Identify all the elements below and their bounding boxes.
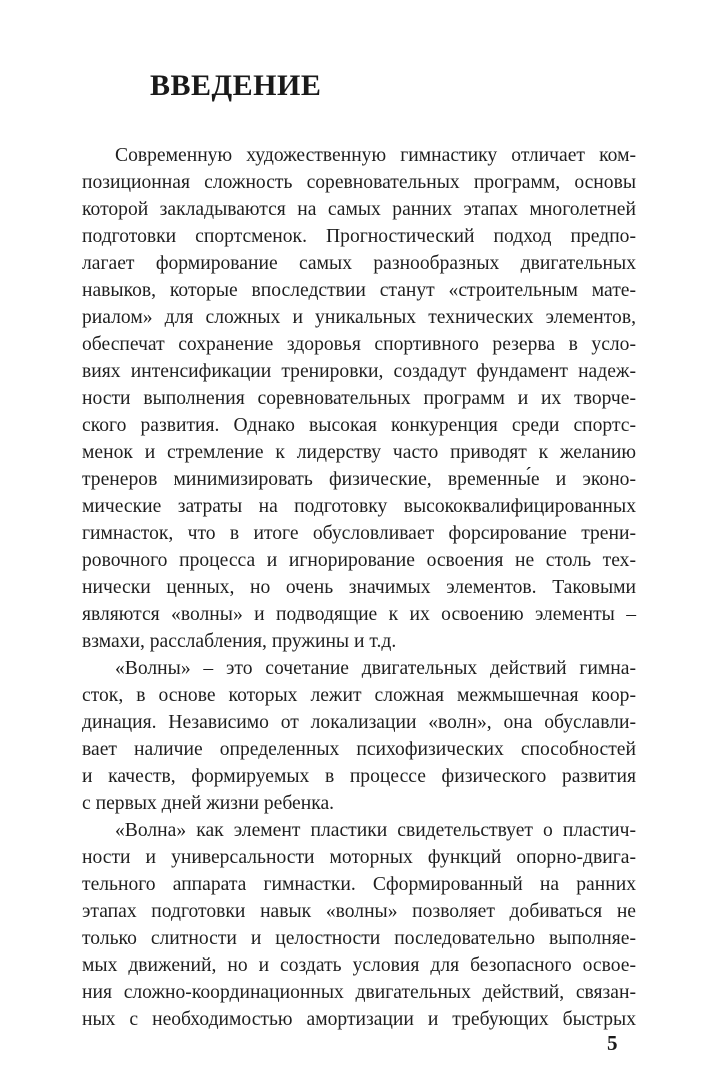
text-line: обеспечат сохранение здоровья спортивного резерва в усло- (82, 334, 636, 355)
text-line: тренеров минимизировать физические, временны́е и эконо- (82, 469, 636, 490)
text-line: только слитности и целостности последовательно выполняе- (82, 928, 636, 949)
text-line: Современную художественную гимнастику отличает ком- (115, 145, 636, 166)
page-number: 5 (607, 1031, 618, 1055)
text-line: с первых дней жизни ребенка. (82, 793, 335, 814)
text-line: которой закладываются на самых ранних этапах многолетней (82, 199, 636, 220)
text-line: «Волны» – это сочетание двигательных действий гимна- (115, 658, 636, 679)
text-line: мых движений, но и создать условия для безопасного освое- (82, 955, 636, 976)
body-text (82, 142, 636, 1033)
text-line: риалом» для сложных и уникальных технических элементов, (82, 307, 636, 328)
paragraph-3 (82, 817, 636, 1033)
text-line: «Волна» как элемент пластики свидетельствует о пластич- (115, 820, 636, 841)
text-line: вает наличие определенных психофизических способностей (82, 739, 636, 760)
text-line: тельного аппарата гимнастки. Сформированный на ранних (82, 874, 636, 895)
text-line: нически ценных, но очень значимых элементов. Таковыми (82, 577, 636, 598)
chapter-heading: ВВЕДЕНИЕ (150, 69, 322, 102)
text-line: мические затраты на подготовку высококвалифицированных (82, 496, 636, 517)
paragraph-2 (82, 655, 636, 817)
text-line: ского развития. Однако высокая конкуренция среди спортс- (82, 415, 636, 436)
text-line: позиционная сложность соревновательных программ, основы (82, 172, 636, 193)
text-line: менок и стремление к лидерству часто приводят к желанию (82, 442, 636, 463)
text-line: сток, в основе которых лежит сложная межмышечная коор- (82, 685, 636, 706)
text-line: ровочного процесса и игнорирование освоения не столь тех- (82, 550, 636, 571)
text-line: навыков, которые впоследствии станут «строительным мате- (82, 280, 636, 301)
text-line: динация. Независимо от локализации «волн», она обуславли- (82, 712, 636, 733)
text-line: являются «волны» и подводящие к их освоению элементы – (82, 604, 636, 625)
text-line: и качеств, формируемых в процессе физического развития (82, 766, 636, 787)
text-line: ности выполнения соревновательных программ и их творче- (82, 388, 636, 409)
text-line: ных с необходимостью амортизации и требующих быстрых (82, 1009, 636, 1030)
paragraph-1 (82, 142, 636, 655)
text-line: подготовки спортсменок. Прогностический подход предпо- (82, 226, 636, 247)
text-line: лагает формирование самых разнообразных двигательных (82, 253, 636, 274)
text-line: этапах подготовки навык «волны» позволяет добиваться не (82, 901, 636, 922)
text-line: виях интенсификации тренировки, создадут фундамент надеж- (82, 361, 636, 382)
text-line: гимнасток, что в итоге обусловливает форсирование трени- (82, 523, 636, 544)
text-line: взмахи, расслабления, пружины и т.д. (82, 631, 397, 652)
text-line: ности и универсальности моторных функций опорно-двига- (82, 847, 636, 868)
text-line: ния сложно-координационных двигательных действий, связан- (82, 982, 636, 1003)
